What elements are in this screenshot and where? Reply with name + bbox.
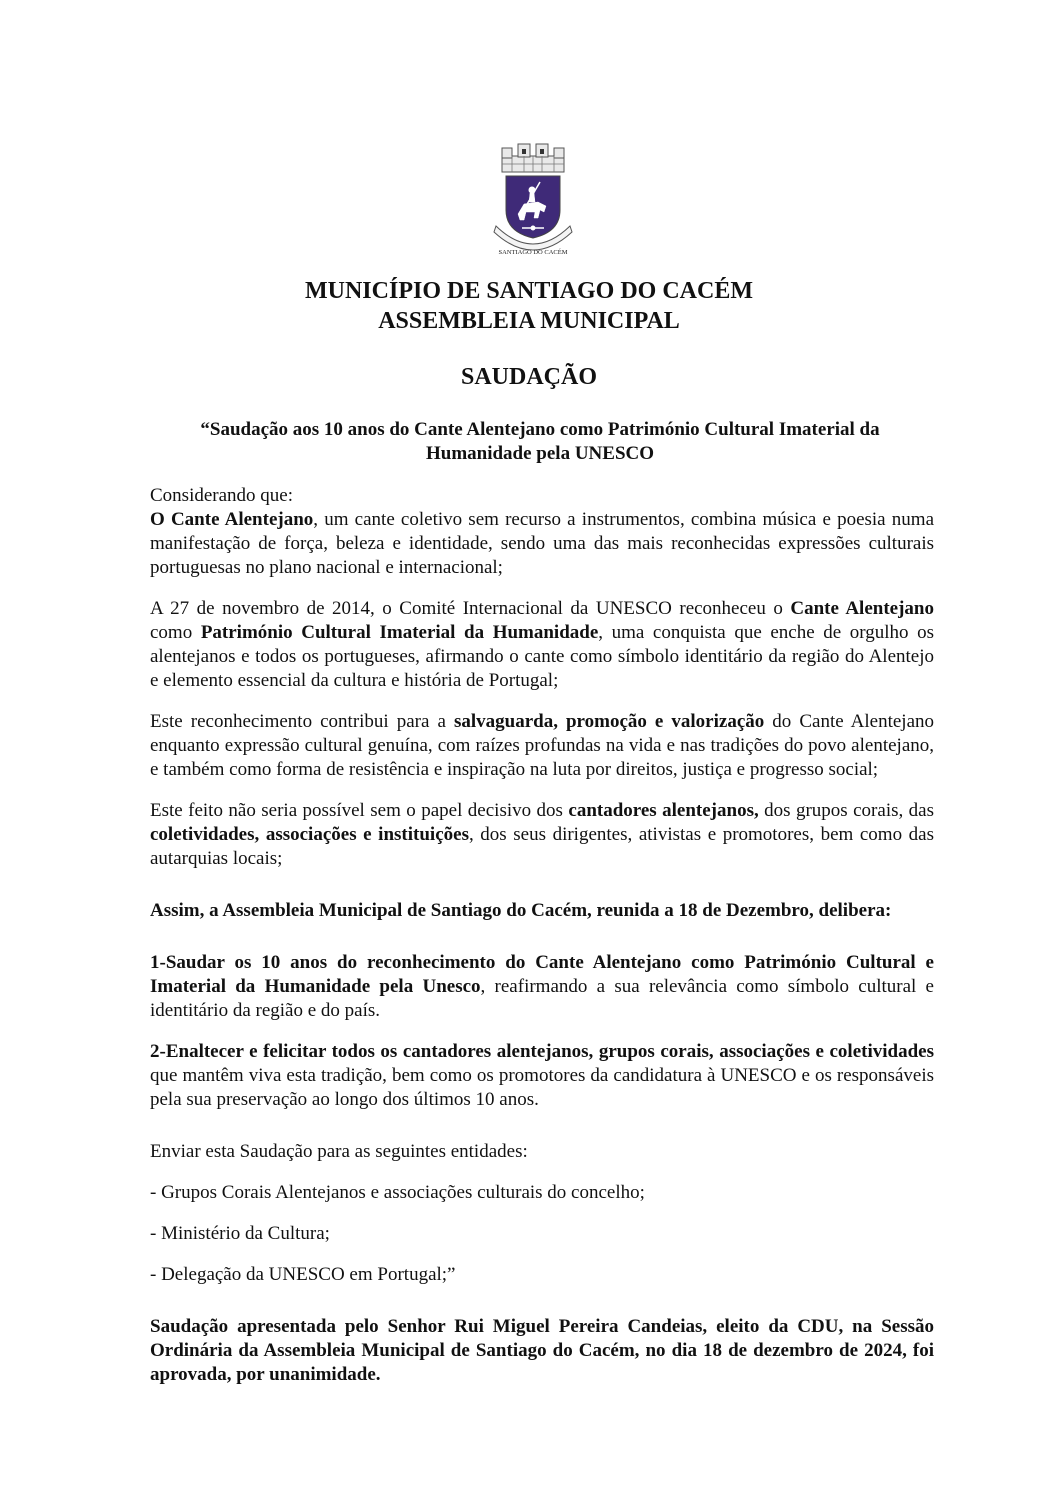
mural-crown-icon [502,144,564,172]
considerando-intro: Considerando que: [150,485,294,506]
list-item: - Delegação da UNESCO em Portugal;” [150,1264,456,1285]
paragraph-text: , dos seus dirigentes, ativistas e promotores, bem como das autarquias locais; [150,824,934,869]
assembly-name: ASSEMBLEIA MUNICIPAL [378,308,680,334]
paragraph-cantadores [150,799,934,871]
paragraph-text: do Cante Alentejano enquanto expressão cultural genuína, com raízes profundas na vida e nas tradições do povo alentejano, e também como forma de resistência e inspiração na luta por direitos, justiça e progresso social; [150,711,934,780]
deliberation-item-2 [150,1040,934,1112]
bold-text: coletividades, associações e instituições [150,824,469,845]
santiago-do-cacem-coat-of-arms-icon [488,140,578,262]
closing-statement: Saudação apresentada pelo Senhor Rui Miguel Pereira Candeias, eleito da CDU, na Sessão Ordinária da Assembleia Municipal de Santiago do Cacém, no dia 18 de dezembro de 2024, foi aprovada, por unanimidade. [150,1316,934,1385]
bold-text: Património Cultural Imaterial da Humanidade [200,622,599,643]
paragraph-text: dos grupos corais, das [758,800,935,821]
paragraph-text: , um cante coletivo sem recurso a instrumentos, combina música e poesia numa manifestação de força, beleza e identidade, sendo uma das mais reconhecidas expressões culturais portuguesas no plano nacional e internacional; [150,509,935,578]
deliberation-intro: Assim, a Assembleia Municipal de Santiago do Cacém, reunida a 18 de Dezembro, delibera: [150,900,892,921]
paragraph-text: que mantêm viva esta tradição, bem como os promotores da candidatura à UNESCO e os responsáveis pela sua preservação ao longo dos últimos 10 anos. [150,1065,934,1110]
bold-text: O Cante Alentejano [150,509,314,530]
municipality-name: MUNICÍPIO DE SANTIAGO DO CACÉM [304,278,754,304]
bold-text: 1-Saudar os 10 anos do reconhecimento do Cante Alentejano como Património Cultural e Imaterial da Humanidade pela Unesco [150,952,934,997]
page-title: SAUDAÇÃO [460,364,597,390]
bold-text: salvaguarda, promoção e valorização [453,711,765,732]
subtitle-line-1: “Saudação aos 10 anos do Cante Alentejano como Património Cultural Imaterial da [200,419,880,440]
paragraph-safeguard [150,710,934,782]
paragraph-text: como [150,622,201,643]
list-item: - Ministério da Cultura; [150,1223,330,1244]
paragraph-text: , uma conquista que enche de orgulho os alentejanos e todos os portugueses, afirmando o cante como símbolo identitário da região do Alentejo e elemento essencial da cultura e história de Portugal; [150,622,934,691]
paragraph-text: A 27 de novembro de 2014, o Comité Internacional da UNESCO reconheceu o [150,598,791,619]
document-subtitle [150,418,930,466]
subtitle-line-2: Humanidade pela UNESCO [425,443,655,464]
list-item: - Grupos Corais Alentejanos e associações culturais do concelho; [150,1182,645,1203]
ribbon-text: SANTIAGO DO CACÉM [498,249,568,256]
bold-text: cantadores alentejanos, [568,800,759,821]
deliberation-item-1 [150,951,934,1023]
bold-text: 2-Enaltecer e felicitar todos os cantadores alentejanos, grupos corais, associações e coletividades [150,1041,934,1062]
send-to-intro: Enviar esta Saudação para as seguintes entidades: [150,1141,528,1162]
paragraph-text: Este reconhecimento contribui para a [150,711,454,732]
paragraph-cante-definition [150,508,934,580]
paragraph-text: Este feito não seria possível sem o papel decisivo dos [150,800,569,821]
paragraph-unesco-recognition [150,597,934,693]
paragraph-text: , reafirmando a sua relevância como símbolo cultural e identitário da região e do país. [150,976,934,1021]
document-body [150,484,934,1404]
document-header [0,276,1058,336]
bold-text: Cante Alentejano [790,598,934,619]
